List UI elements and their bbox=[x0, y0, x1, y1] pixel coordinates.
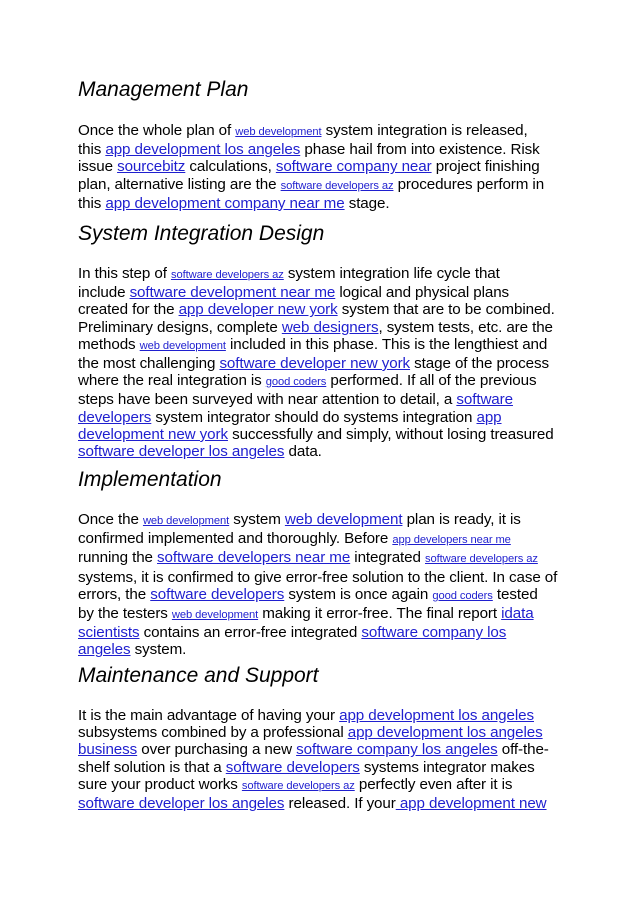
inline-link[interactable]: developers bbox=[78, 408, 152, 426]
body-text: Once the bbox=[78, 511, 143, 528]
inline-link[interactable]: web development bbox=[284, 511, 403, 528]
body-text: included in this phase. This is the lengthiest and bbox=[225, 335, 548, 353]
inline-link[interactable]: idata bbox=[501, 605, 534, 623]
inline-link[interactable]: app developer new york bbox=[178, 301, 338, 319]
body-text: data. bbox=[284, 443, 322, 461]
body-text: It is the main advantage of having your bbox=[78, 707, 340, 724]
section-heading: Implementation bbox=[78, 468, 222, 491]
text-line bbox=[78, 141, 560, 158]
inline-link[interactable]: web development bbox=[139, 339, 226, 352]
body-text: over purchasing a new bbox=[137, 741, 297, 759]
body-text: , system tests, etc. are the bbox=[378, 318, 553, 336]
body-text: performed. If all of the previous bbox=[326, 372, 537, 390]
inline-link[interactable]: app development los angeles bbox=[105, 141, 301, 159]
inline-link[interactable]: software developers az bbox=[241, 779, 355, 792]
inline-link[interactable]: software company los angeles bbox=[296, 741, 498, 759]
inline-link[interactable]: web development bbox=[142, 515, 230, 527]
text-line bbox=[78, 319, 560, 336]
text-line bbox=[78, 511, 560, 530]
body-text: this bbox=[78, 194, 106, 212]
body-text: system bbox=[229, 511, 285, 528]
body-text: where the real integration is bbox=[78, 372, 266, 390]
inline-link[interactable]: app bbox=[476, 408, 502, 426]
inline-link[interactable]: business bbox=[78, 741, 138, 759]
section-body bbox=[78, 511, 560, 659]
section-heading: Maintenance and Support bbox=[78, 664, 319, 687]
body-text: systems, it is confirmed to give error-free solution to the client. In case of bbox=[78, 568, 558, 586]
inline-link[interactable]: development new york bbox=[78, 425, 228, 443]
inline-link[interactable]: software developer los angeles bbox=[78, 795, 285, 813]
text-line bbox=[78, 158, 560, 175]
body-text: stage. bbox=[344, 194, 390, 212]
section-implementation bbox=[78, 468, 560, 659]
section-body bbox=[78, 265, 560, 460]
inline-link[interactable]: software developer los angeles bbox=[78, 443, 285, 461]
text-line bbox=[78, 741, 560, 758]
section-body bbox=[78, 122, 560, 212]
text-line bbox=[78, 624, 560, 641]
inline-link[interactable]: web development bbox=[235, 126, 322, 138]
inline-link[interactable]: software developers near me bbox=[157, 549, 351, 567]
inline-link[interactable]: software developers bbox=[150, 585, 285, 603]
text-line bbox=[78, 355, 560, 372]
inline-link[interactable]: software developers az bbox=[170, 269, 284, 281]
body-text: this bbox=[78, 141, 106, 159]
text-line bbox=[78, 265, 560, 284]
text-line bbox=[78, 443, 560, 460]
text-line bbox=[78, 391, 560, 408]
body-text: running the bbox=[78, 549, 158, 567]
body-text: project finishing bbox=[431, 158, 540, 176]
text-line bbox=[78, 759, 560, 776]
text-line bbox=[78, 409, 560, 426]
body-text: sure your product works bbox=[78, 775, 242, 793]
body-text: phase hail from into existence. Risk bbox=[300, 141, 540, 159]
body-text: system integration is released, bbox=[321, 122, 528, 139]
body-text: systems integrator makes bbox=[359, 758, 535, 776]
text-line bbox=[78, 707, 560, 724]
body-text: system is once again bbox=[284, 585, 433, 603]
text-line bbox=[78, 195, 560, 212]
inline-link[interactable]: app developers near me bbox=[392, 534, 511, 547]
body-text: confirmed implemented and thoroughly. Before bbox=[78, 530, 393, 548]
body-text: In this step of bbox=[78, 265, 171, 282]
inline-link[interactable]: app development new bbox=[395, 795, 547, 813]
body-text: integrated bbox=[350, 549, 425, 567]
body-text: system that are to be combined. bbox=[337, 301, 555, 319]
body-text: created for the bbox=[78, 301, 179, 319]
inline-link[interactable]: software company near bbox=[275, 158, 432, 176]
inline-link[interactable]: good coders bbox=[432, 589, 493, 602]
body-text: stage of the process bbox=[410, 355, 549, 373]
body-text: released. If your bbox=[284, 795, 396, 813]
text-line bbox=[78, 426, 560, 443]
body-text: logical and physical plans bbox=[335, 284, 510, 302]
body-text: tested bbox=[492, 585, 538, 603]
inline-link[interactable]: app development company near me bbox=[105, 194, 345, 212]
section-body bbox=[78, 707, 560, 812]
body-text: include bbox=[78, 284, 130, 302]
text-line bbox=[78, 372, 560, 391]
body-text: contains an error-free integrated bbox=[139, 624, 362, 642]
inline-link[interactable]: software bbox=[456, 391, 513, 409]
body-text: errors, the bbox=[78, 585, 151, 603]
body-text: the most challenging bbox=[78, 355, 220, 373]
section-system-integration-design bbox=[78, 222, 560, 460]
body-text: plan is ready, it is bbox=[402, 511, 521, 528]
section-heading: Management Plan bbox=[78, 78, 249, 101]
body-text: successfully and simply, without losing treasured bbox=[227, 425, 554, 443]
inline-link[interactable]: good coders bbox=[265, 376, 327, 389]
inline-link[interactable]: software developers az bbox=[280, 179, 394, 192]
inline-link[interactable]: sourcebitz bbox=[117, 158, 186, 176]
body-text: plan, alternative listing are the bbox=[78, 175, 281, 193]
section-maintenance-and-support bbox=[78, 664, 560, 812]
section-heading: System Integration Design bbox=[78, 222, 325, 245]
body-text: shelf solution is that a bbox=[78, 758, 226, 776]
text-line bbox=[78, 586, 560, 605]
body-text: issue bbox=[78, 158, 118, 176]
text-line bbox=[78, 795, 560, 812]
inline-link[interactable]: software company los bbox=[361, 624, 507, 642]
text-line bbox=[78, 605, 560, 624]
body-text: methods bbox=[78, 335, 140, 353]
body-text: by the testers bbox=[78, 605, 172, 623]
inline-link[interactable]: software developers bbox=[225, 758, 360, 776]
body-text: system integrator should do systems integration bbox=[151, 408, 477, 426]
inline-link[interactable]: software developer new york bbox=[219, 355, 411, 373]
text-line bbox=[78, 122, 560, 141]
text-line bbox=[78, 301, 560, 318]
body-text: procedures perform in bbox=[393, 175, 545, 193]
body-text: perfectly even after it is bbox=[354, 775, 513, 793]
body-text: making it error-free. The final report bbox=[258, 605, 502, 623]
text-line bbox=[78, 569, 560, 586]
body-text: calculations, bbox=[185, 158, 276, 176]
inline-link[interactable]: app development los angeles bbox=[339, 707, 534, 724]
body-text: steps have been surveyed with near attention to detail, a bbox=[78, 391, 457, 409]
text-line bbox=[78, 724, 560, 741]
text-line bbox=[78, 284, 560, 301]
body-text: system. bbox=[130, 641, 187, 659]
body-text: Once the whole plan of bbox=[78, 122, 236, 139]
inline-link[interactable]: software development near me bbox=[129, 284, 336, 302]
inline-link[interactable]: web designers bbox=[281, 318, 379, 336]
body-text: Preliminary designs, complete bbox=[78, 318, 282, 336]
text-line bbox=[78, 176, 560, 195]
text-line bbox=[78, 641, 560, 658]
section-management-plan bbox=[78, 78, 560, 212]
body-text: off-the- bbox=[497, 741, 549, 759]
inline-link[interactable]: app development los angeles bbox=[347, 724, 543, 742]
inline-link[interactable]: scientists bbox=[78, 624, 140, 642]
body-text: system integration life cycle that bbox=[283, 265, 500, 282]
inline-link[interactable]: angeles bbox=[78, 641, 131, 659]
body-text: subsystems combined by a professional bbox=[78, 724, 348, 742]
inline-link[interactable]: web development bbox=[171, 609, 259, 622]
text-line bbox=[78, 530, 560, 549]
inline-link[interactable]: software developers az bbox=[424, 553, 538, 566]
text-line bbox=[78, 776, 560, 795]
text-line bbox=[78, 336, 560, 355]
text-line bbox=[78, 549, 560, 568]
